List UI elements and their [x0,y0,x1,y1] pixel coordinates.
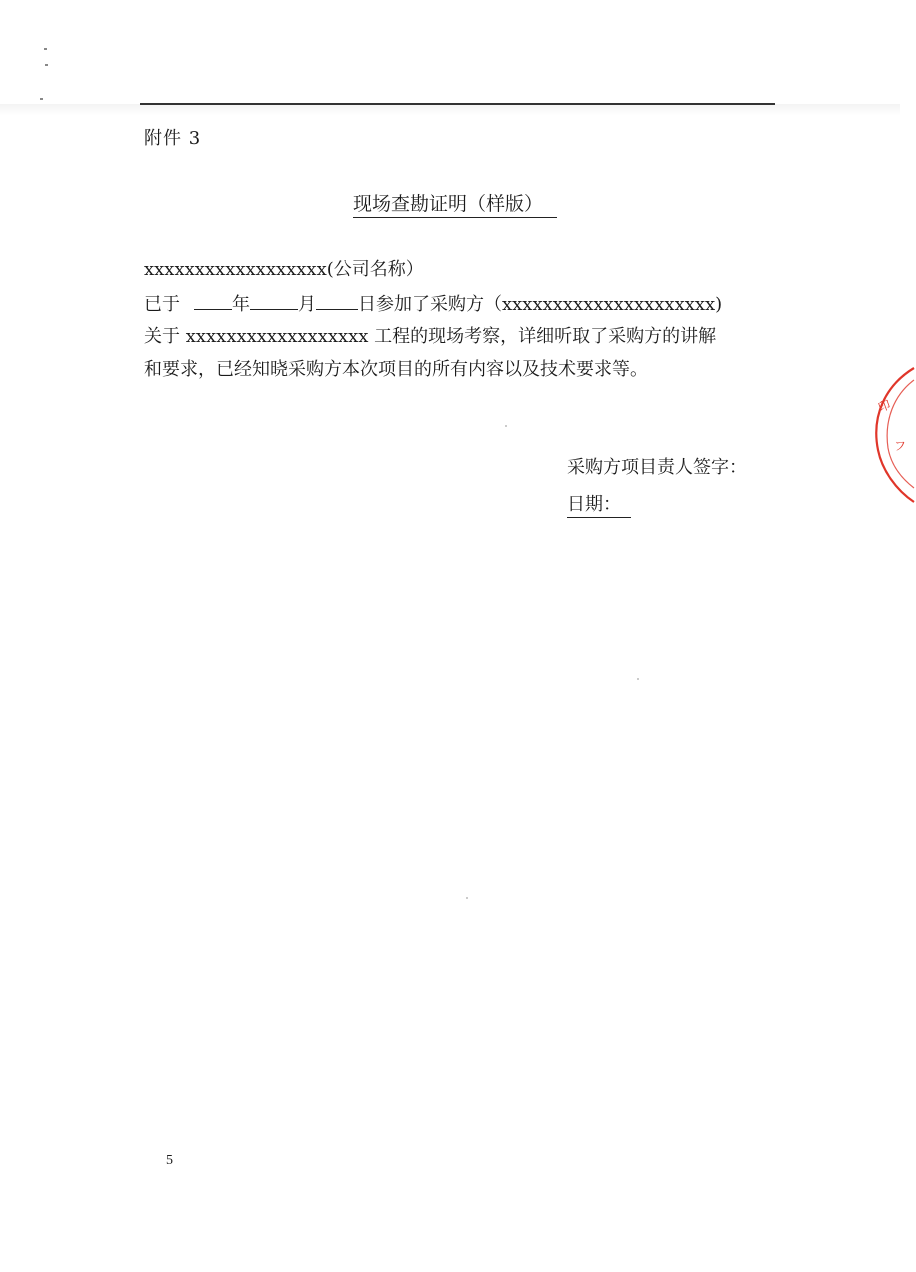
year-label: 年 [232,294,250,315]
attachment-label: 附件 3 [144,128,202,149]
margin-mark [44,48,47,50]
month-label: 月 [298,294,316,315]
company-line: xxxxxxxxxxxxxxxxxx(公司名称） [144,259,424,280]
margin-mark [40,98,43,100]
requirements-line: 和要求，已经知晓采购方本次项目的所有内容以及技术要求等。 [144,359,648,380]
title-text: 现场查勘证明（样版） [353,189,557,218]
day-blank [316,291,358,310]
attendance-prefix: 已于 [144,294,180,315]
scan-shadow [0,104,900,116]
project-line: 关于 xxxxxxxxxxxxxxxxxx 工程的现场考察，详细听取了采购方的讲解 [144,326,717,347]
header-rule [140,103,775,105]
page-number: 5 [166,1153,173,1168]
svg-text:フ: フ [894,439,907,453]
page-title [0,189,900,218]
year-blank [194,291,232,310]
scan-speck [637,678,639,680]
scan-speck [466,897,468,899]
red-seal-stamp [856,360,916,510]
attendance-suffix: 日参加了采购方（xxxxxxxxxxxxxxxxxxxxx) [358,294,723,315]
attendance-line [144,291,774,317]
month-blank [250,291,298,310]
signature-label: 采购方项目责人签字： [567,457,747,478]
margin-mark [45,64,48,66]
date-label: 日期： [567,493,631,518]
date-line [567,493,631,518]
scan-speck [505,425,507,427]
svg-text:印: 印 [876,397,893,415]
